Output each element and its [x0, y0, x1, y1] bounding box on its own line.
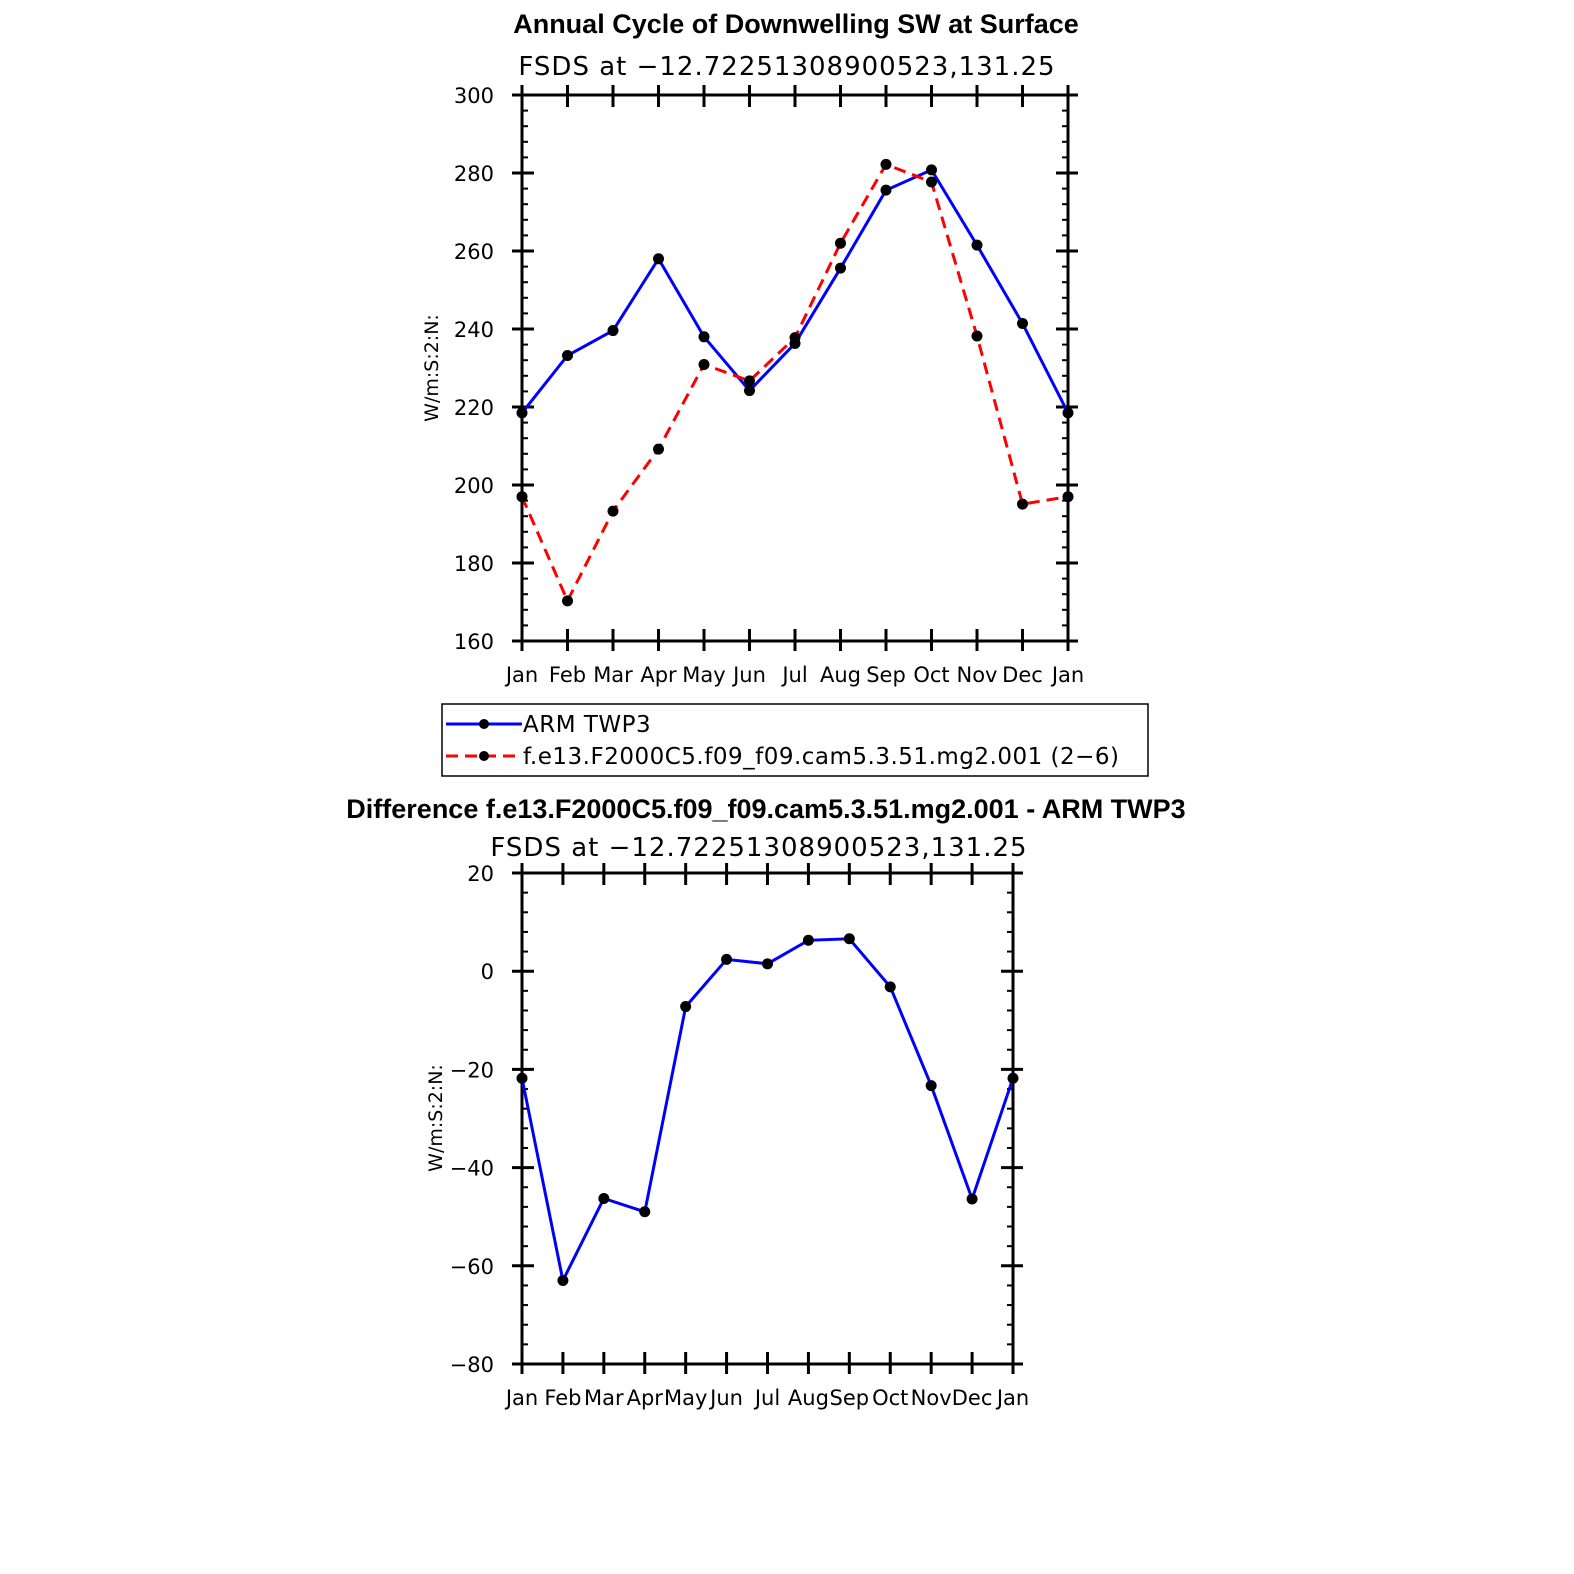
chart-title: Annual Cycle of Downwelling SW at Surface	[513, 9, 1079, 39]
data-point-1	[972, 331, 983, 342]
y-tick-label: −20	[449, 1058, 494, 1083]
data-point-1	[1017, 499, 1028, 510]
y-tick-labels	[450, 862, 494, 1377]
y-tick-label: 300	[453, 84, 494, 108]
x-tick-label: Oct	[872, 1386, 909, 1410]
data-point-1	[653, 444, 664, 455]
plot-frame	[522, 873, 1013, 1364]
legend-label-arm: ARM TWP3	[523, 712, 652, 738]
chart-title: Difference f.e13.F2000C5.f09_f09.cam5.3.51.mg2.001 - ARM TWP3	[346, 794, 1186, 824]
data-point-0	[926, 1080, 937, 1091]
legend-marker-model	[479, 751, 489, 761]
x-tick-label: Feb	[548, 663, 587, 687]
x-tick-label: Sep	[866, 663, 906, 687]
y-tick-label: 20	[467, 862, 494, 886]
y-tick-label: 260	[453, 240, 494, 264]
data-point-0	[1008, 1073, 1019, 1084]
y-tick-label: 160	[453, 630, 494, 654]
data-point-0	[721, 954, 732, 965]
x-tick-label: Aug	[819, 663, 862, 687]
x-tick-labels	[504, 663, 1084, 687]
data-point-0	[972, 240, 983, 251]
data-point-0	[1017, 318, 1028, 329]
data-point-0	[557, 1275, 568, 1286]
x-tick-label: Mar	[593, 663, 633, 687]
data-point-0	[653, 253, 664, 264]
x-tick-label: Dec	[951, 1386, 993, 1410]
y-tick-label: 180	[453, 552, 494, 576]
legend	[442, 704, 1148, 776]
series-layer	[517, 933, 1019, 1286]
data-point-0	[885, 981, 896, 992]
x-tick-label: Apr	[640, 663, 677, 687]
x-tick-label: Sep	[829, 1386, 870, 1410]
x-tick-label: Dec	[1002, 663, 1043, 687]
y-tick-label: 240	[453, 318, 494, 342]
data-point-1	[699, 359, 710, 370]
y-tick-label: 0	[480, 960, 494, 985]
data-point-1	[926, 176, 937, 187]
data-point-0	[835, 263, 846, 274]
data-point-0	[1063, 407, 1074, 418]
data-point-0	[517, 1073, 528, 1084]
data-point-1	[835, 238, 846, 249]
y-tick-label: −80	[449, 1353, 494, 1377]
data-point-0	[844, 933, 855, 944]
x-tick-label: Nov	[910, 1386, 952, 1410]
data-point-1	[562, 595, 573, 606]
series-line-0	[522, 939, 1013, 1281]
x-tick-label: Jan	[505, 1386, 539, 1410]
data-point-0	[762, 958, 773, 969]
data-point-0	[608, 325, 619, 336]
data-point-0	[803, 935, 814, 946]
y-axis-label: W/m:S:2:N:	[425, 1064, 447, 1172]
x-tick-label: May	[682, 663, 726, 687]
data-point-1	[881, 159, 892, 170]
data-point-1	[790, 332, 801, 343]
data-point-0	[680, 1001, 691, 1012]
data-point-0	[598, 1193, 609, 1204]
data-point-0	[744, 385, 755, 396]
x-tick-label: Jun	[733, 663, 766, 687]
x-tick-label: Jul	[782, 663, 808, 687]
x-tick-label: Oct	[913, 663, 950, 687]
y-tick-label: 220	[453, 396, 494, 420]
series-layer	[517, 159, 1074, 606]
data-point-0	[517, 407, 528, 418]
x-tick-label: Apr	[626, 1386, 663, 1410]
data-point-1	[517, 491, 528, 502]
y-tick-label: −40	[449, 1156, 494, 1181]
data-point-1	[744, 375, 755, 386]
legend-marker-arm	[479, 719, 489, 729]
series-line-1	[522, 164, 1068, 600]
y-axis-label: W/m:S:2:N:	[421, 314, 443, 422]
chart-subtitle: FSDS at −12.72251308900523,131.25	[518, 52, 1056, 82]
x-tick-labels	[504, 1386, 1029, 1410]
x-tick-label: Jul	[754, 1386, 781, 1410]
data-point-1	[1063, 491, 1074, 502]
x-tick-label: Jan	[996, 1386, 1030, 1410]
legend-label-model: f.e13.F2000C5.f09_f09.cam5.3.51.mg2.001 (2−6)	[523, 744, 1120, 770]
data-point-0	[639, 1206, 650, 1217]
series-line-0	[522, 170, 1068, 413]
x-tick-label: Nov	[956, 663, 998, 687]
x-tick-label: Jan	[505, 663, 539, 687]
data-point-0	[699, 331, 710, 342]
y-tick-label: 280	[453, 162, 494, 186]
x-tick-label: Mar	[584, 1386, 624, 1410]
y-tick-label: 200	[453, 474, 494, 498]
x-tick-label: Feb	[544, 1386, 582, 1410]
difference-chart	[346, 794, 1185, 1410]
data-point-1	[608, 506, 619, 517]
annual-cycle-chart	[421, 9, 1148, 776]
data-point-0	[881, 185, 892, 196]
y-tick-labels	[454, 84, 494, 654]
axis-ticks	[512, 85, 1078, 651]
data-point-0	[562, 350, 573, 361]
data-point-0	[926, 164, 937, 175]
chart-subtitle: FSDS at −12.72251308900523,131.25	[490, 833, 1028, 863]
y-tick-label: −60	[449, 1254, 494, 1279]
x-tick-label: Jan	[1051, 663, 1085, 687]
x-tick-label: May	[663, 1386, 708, 1410]
axis-ticks	[512, 863, 1023, 1374]
x-tick-label: Aug	[787, 1386, 829, 1410]
x-tick-label: Jun	[710, 1386, 743, 1410]
data-point-0	[967, 1194, 978, 1205]
